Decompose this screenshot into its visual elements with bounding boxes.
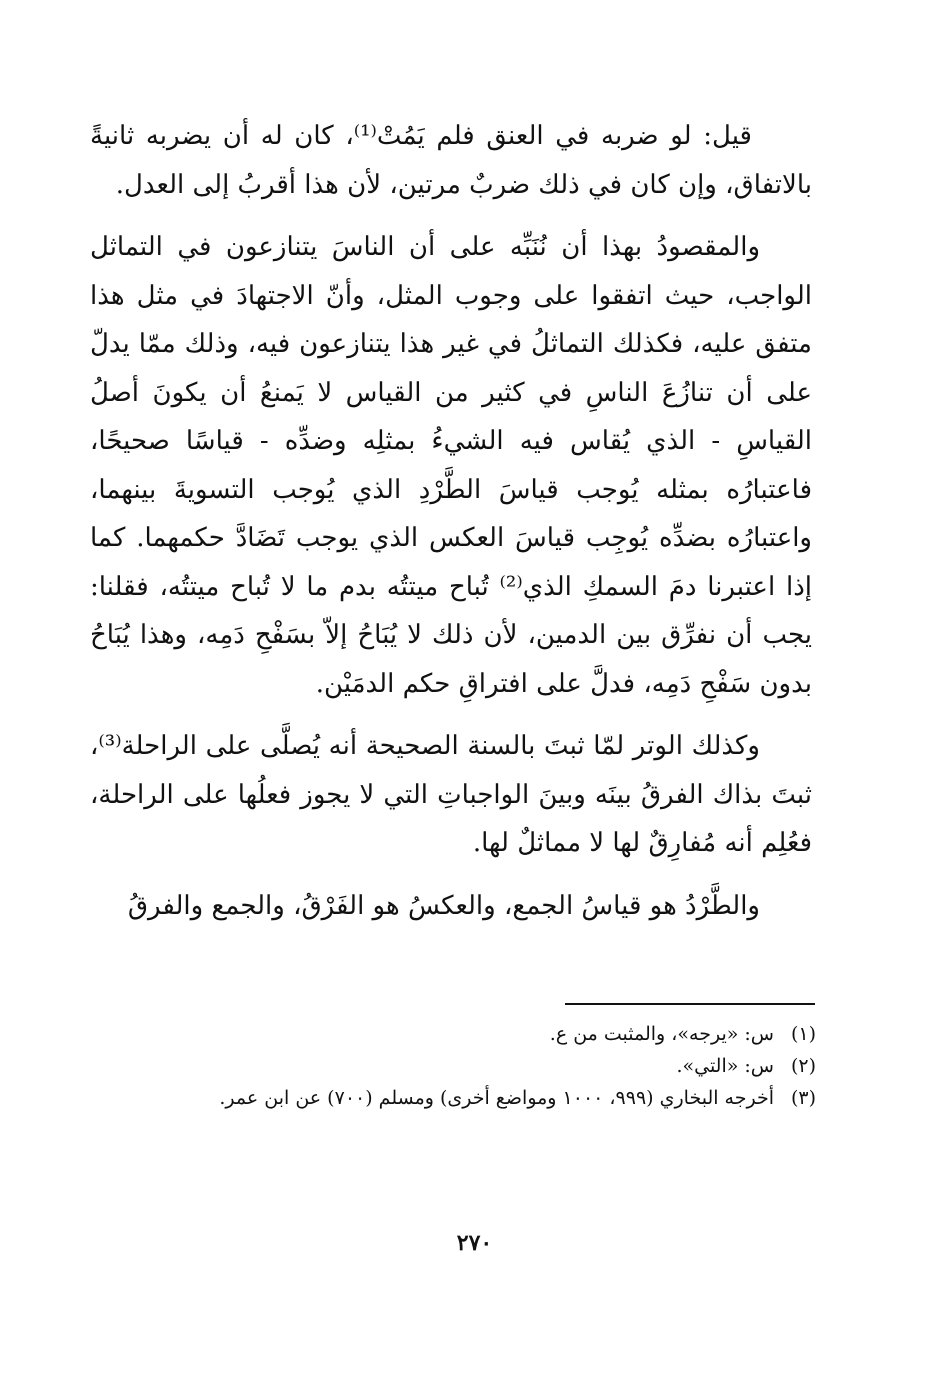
footnote-divider bbox=[565, 1003, 815, 1005]
footnote bbox=[90, 1018, 816, 1050]
main-text bbox=[90, 112, 812, 944]
footnote-number: (١) bbox=[790, 1023, 816, 1045]
paragraph: والطَّرْدُ هو قياسُ الجمع، والعكسُ هو الفَرْقُ، والجمع والفرقُ bbox=[127, 890, 760, 921]
footnotes bbox=[90, 1018, 816, 1114]
footnote bbox=[90, 1050, 816, 1082]
footnote-text: أخرجه البخاري (٩٩٩، ١٠٠٠ ومواضع أخرى) ومسلم (٧٠٠) عن ابن عمر. bbox=[219, 1087, 774, 1109]
footnote-number: (٣) bbox=[790, 1087, 816, 1109]
footnote-text: س: «يرجه»، والمثبت من ع. bbox=[549, 1023, 774, 1045]
footnote-number: (٢) bbox=[790, 1055, 816, 1077]
page-number: ٢٧٠ bbox=[456, 1230, 493, 1256]
paragraph: والمقصودُ بهذا أن نُنَبِّه على أن الناسَ يتنازعون في التماثل الواجب، حيث اتفقوا على وجوب المثل، وأنّ الاجتهادَ في مثل هذا متفق عليه، فكذلك التماثلُ في غير هذا يتنازعون فيه، وذلك ممّا يدلّ على أن تنازُعَ الناسِ في كثير من القياس لا يَمنعُ أن يكونَ أصلُ القياسِ - الذي يُقاس فيه الشيءُ بمثلِه وضدِّه - قياسًا صحيحًا، فاعتبارُه بمثله يُوجب قياسَ الطَّرْدِ الذي يُوجب التسويةَ بينهما، واعتبارُه بضدِّه يُوجِب قياسَ العكس الذي يوجب تَضَادَّ حكمهما. كما إذا اعتبرنا دمَ السمكِ الذي⁽²⁾ تُباح ميتتُه بدم ما لا تُباح ميتتُه، فقلنا: يجب أن نفرِّق بين الدمين، لأن ذلك لا يُبَاحُ إلاّ بسَفْحِ دَمِه، وهذا يُبَاحُ بدون سَفْحِ دَمِه، فدلَّ على افتراقِ حكم الدمَيْن. bbox=[90, 232, 812, 699]
paragraph: قيل: لو ضربه في العنق فلم يَمُتْ⁽¹⁾، كان له أن يضربه ثانيةً بالاتفاق، وإن كان في ذلك ضربٌ مرتين، لأن هذا أقربُ إلى العدل. bbox=[90, 121, 812, 200]
footnote bbox=[90, 1082, 816, 1114]
paragraph: وكذلك الوتر لمّا ثبتَ بالسنة الصحيحة أنه يُصلَّى على الراحلة⁽³⁾، ثبتَ بذاك الفرقُ بينَه وبينَ الواجباتِ التي لا يجوز فعلُها على الراحلة، فعُلِم أنه مُفارِقٌ لها لا مماثلٌ لها. bbox=[90, 731, 812, 858]
footnote-text: س: «التي». bbox=[676, 1055, 774, 1077]
